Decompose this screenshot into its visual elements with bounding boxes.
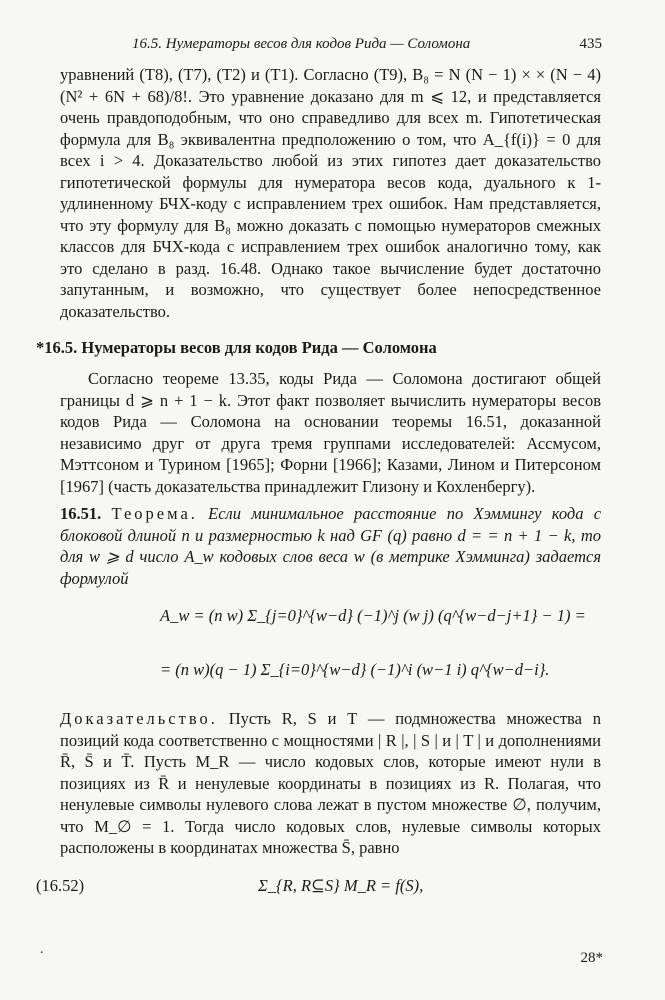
paragraph-2: Согласно теореме 13.35, коды Рида — Соломона достигают общей границы d ⩾ n + 1 − k. Этот факт позволяет вычислить нумераторы весов кодов Рида — Соломона на основании теоремы 16.51, доказанной независимо друг от друга тремя группами исследователей: Ассмусом, Мэттсоном и Турином [1965]; Форни [1966]; Казами, Лином и Питерсоном [1967] (часть доказательства принадлежит Глизону и Кохленбергу). (60, 369, 601, 496)
page-number: 435 (579, 36, 602, 52)
equation-16-52: Σ_{R, R⊆S} M_R = f(S), (258, 876, 424, 895)
proof-text: Пусть R, S и T — подмножества множества n позиций кода соответственно с мощностями | R |, | S | и | T | и дополнениями R̄, S̄ и T̄. Пусть M_R — число кодовых слов, которые имеют нули в позициях из R̄ и ненулевые координаты в позициях из R. Полагая, что ненулевые символы нулевого слова лежат в пустом множестве ∅, получим, что M_∅ = 1. Тогда число кодовых слов, нулевые символы которых расположены в координатах множества S̄, равно (60, 709, 601, 857)
section-intro (60, 368, 601, 497)
paragraph-1: уравнений (T8), (T7), (T2) и (T1). Согласно (T9), B₈ = N (N − 1) × × (N − 4) (N² + 6N + 68)/8!. Это уравнение доказано для m ⩽ 12, и представляется очень правдоподобным, что оно справедливо для всех m. Гипотетическая формула для B₈ эквивалентна предположению о том, что A_{f(i)} = 0 для всех i > 4. Доказательство любой из этих гипотез дает доказательство гипотетической формулы для нумератора весов кода, дуального к 1-удлиненному БЧХ-коду с исправлением трех ошибок. Нам представляется, что эту формулу для B₈ можно доказать с помощью нумераторов смежных классов для БЧХ-кода с исправлением трех ошибок аналогично тому, как это сделано в разд. 16.48. Однако такое вычисление будет достаточно запутанным, и возможно, что существует более непосредственное доказательство. (60, 65, 601, 321)
theorem-word: Теорема. (111, 504, 198, 523)
equation-number: (16.52) (36, 876, 85, 895)
signature-mark: 28* (580, 950, 603, 966)
formula-16-51 (160, 598, 586, 703)
theorem-text: Если минимальное расстояние по Хэммингу кода с блоковой длиной n и размерностью k над GF (q) равно d = = n + 1 − k, то для w ⩾ d число A_w кодовых слов веса w (в метрике Хэмминга) задается формулой (60, 504, 602, 588)
theorem-label: 16.51. (60, 504, 102, 523)
theorem-block (60, 503, 601, 589)
proof-block (60, 708, 601, 859)
stray-mark: . (40, 942, 44, 957)
proof-word: Доказательство. (60, 709, 218, 728)
running-header (72, 36, 602, 58)
section-heading: *16.5. Нумераторы весов для кодов Рида — Соломона (36, 338, 437, 357)
running-title: 16.5. Нумераторы весов для кодов Рида — Соломона (132, 36, 471, 52)
formula-line-1: A_w = (n w) Σ_{j=0}^{w−d} (−1)^j (w j) (q^{w−d−j+1} − 1) = (160, 606, 586, 625)
formula-line-2: = (n w)(q − 1) Σ_{i=0}^{w−d} (−1)^i (w−1 i) q^{w−d−i}. (160, 660, 550, 679)
paragraph-continuation (60, 64, 601, 322)
